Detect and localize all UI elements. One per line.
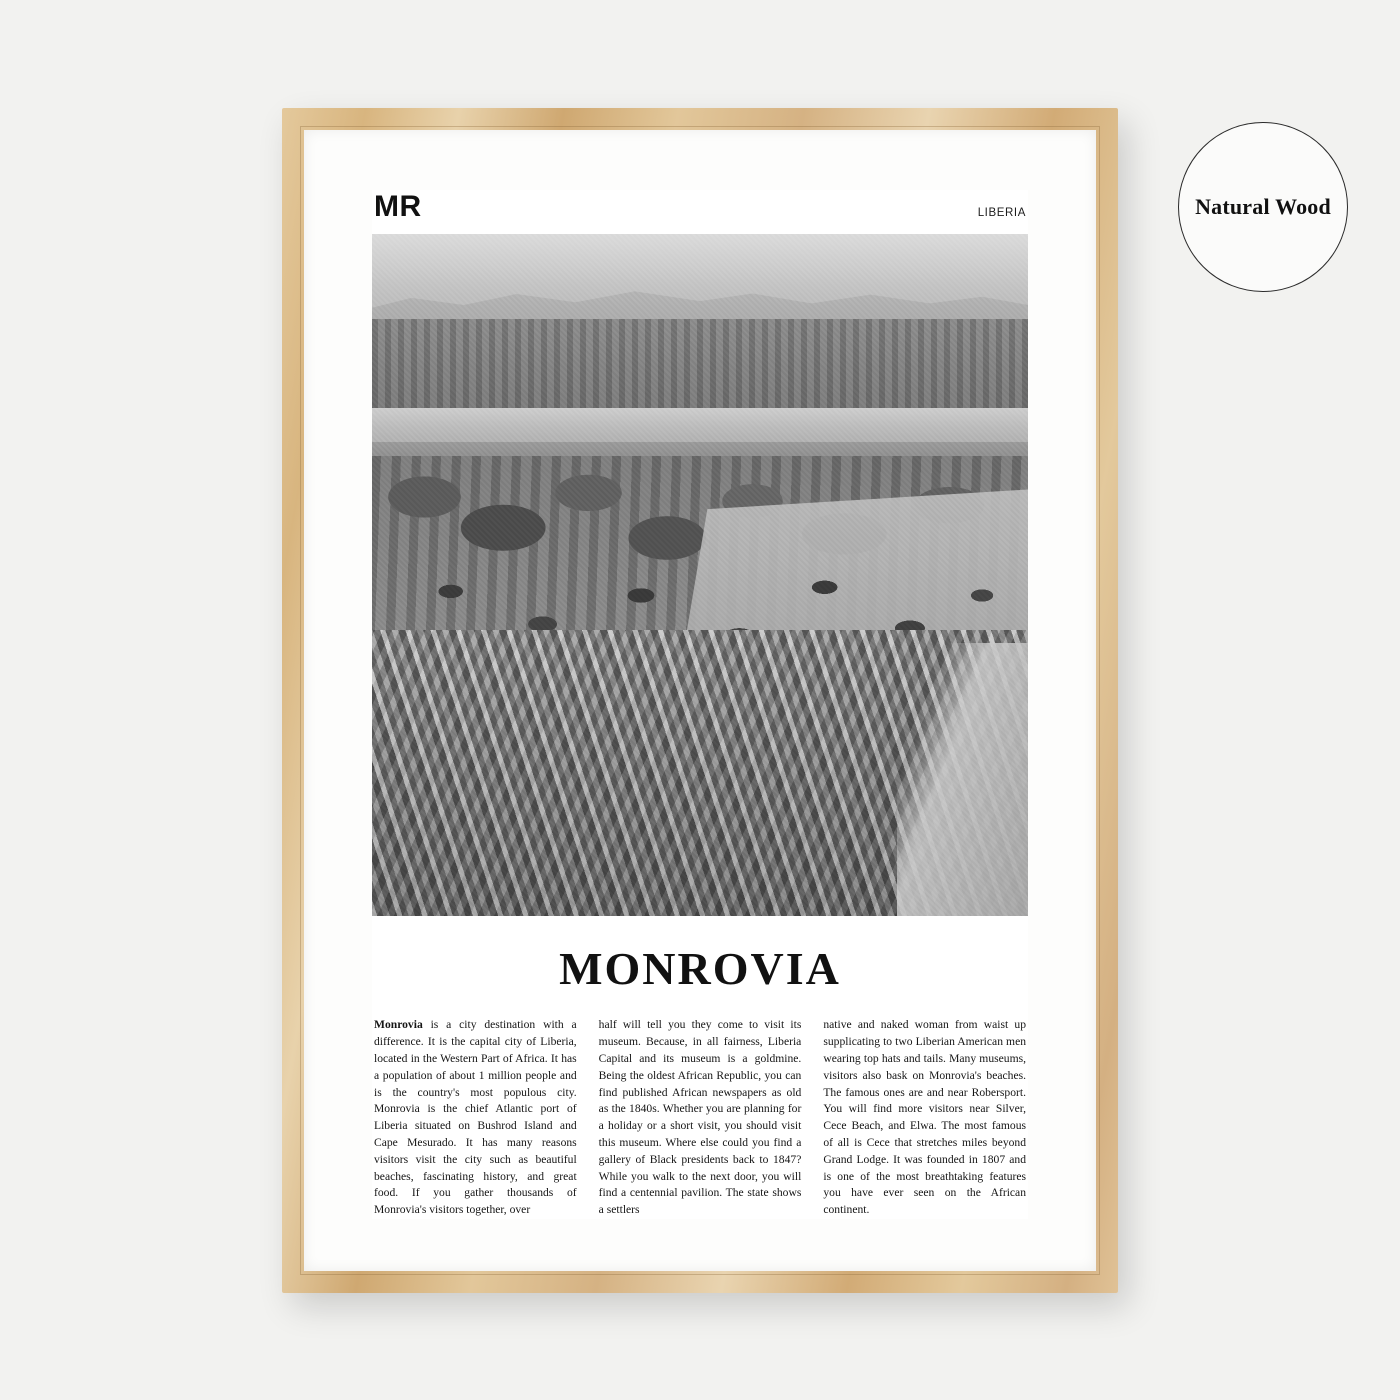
- body-column-1: [374, 1017, 577, 1219]
- poster-header: [372, 190, 1028, 234]
- poster-code: MR: [374, 190, 422, 223]
- body-column-2: half will tell you they come to visit its museum. Because, in all fairness, Liberia Capital and its museum is a goldmine. Being the oldest African Republic, you can find published African newspapers as old as the 1840s. Whether you are planning for a holiday or a short visit, you should visit this museum. Where else could you find a gallery of Black presidents back to 1847? While you walk to the next door, you will find a centennial pavilion. The state shows a settlers: [598, 1018, 802, 1217]
- photo-grain-overlay: [372, 234, 1028, 916]
- body-column-3: native and naked woman from waist up supplicating to two Liberian American men wearing top hats and tails. Many museums, visitors also bask on Monrovia's beaches. The famous ones are and near Robersport. You will find more visitors near Silver, Cece Beach, and Elwa. The most famous of all is Cece that stretches miles beyond Grand Lodge. It was founded in 1807 and is one of the most breathtaking features you have ever seen on the African continent.: [823, 1018, 1027, 1217]
- mat-board: [304, 130, 1096, 1271]
- picture-frame: [282, 108, 1118, 1293]
- poster-country: LIBERIA: [977, 207, 1026, 219]
- body-text-1: is a city destination with a difference. It is the capital city of Liberia, located in the Western Part of Africa. It has a population of about 1 million people and is the country's most populous city. Monrovia is the chief Atlantic port of Liberia situated on Bushrod Island and Cape Mesurado. It has many reasons visitors visit the city such as beautiful beaches, fascinating history, and great food. If you gather thousands of Monrovia's visitors together, over: [374, 1018, 577, 1217]
- body-lead-word: Monrovia: [374, 1018, 423, 1032]
- poster-body-columns: [372, 1017, 1028, 1219]
- material-badge-label: Natural Wood: [1195, 194, 1331, 219]
- poster: [372, 190, 1028, 1219]
- poster-photo: [372, 234, 1028, 916]
- material-badge: [1178, 122, 1348, 292]
- page-title: MONROVIA: [559, 943, 841, 995]
